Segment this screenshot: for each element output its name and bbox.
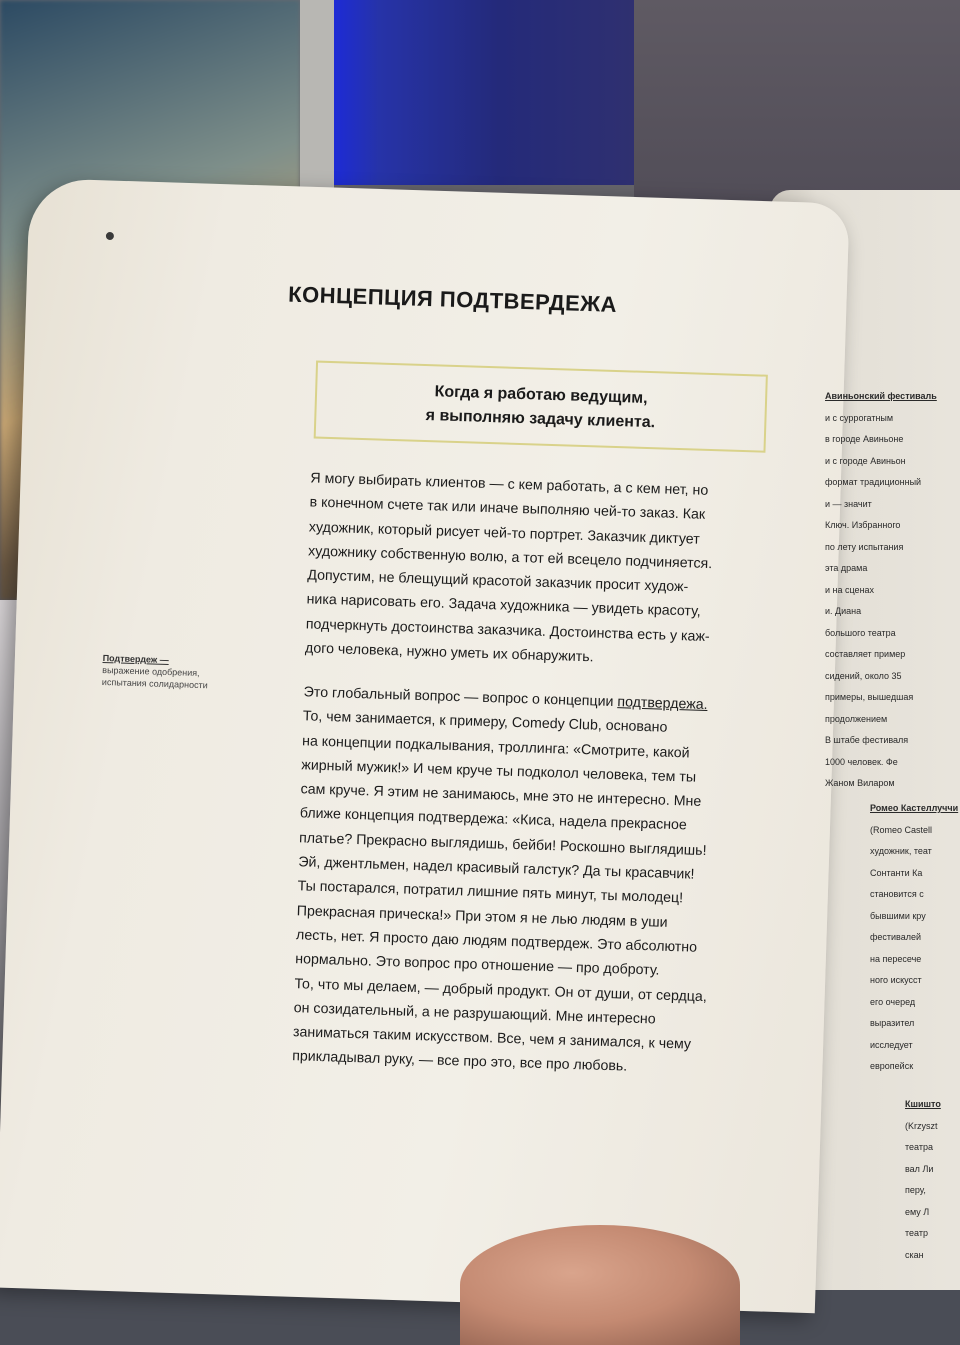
blue-light-panel (334, 0, 634, 185)
right-page-line: Жаном Виларом (825, 778, 895, 788)
text-line: сам круче. Я этим не занимаюсь, мне это не интересно. Мне (300, 781, 702, 811)
right-page-line: большого театра (825, 627, 896, 638)
right-page-line: примеры, вышедшая (825, 692, 914, 702)
right-page-line: и — значит (825, 498, 872, 509)
text-line: художник, который рисует чей-то портрет. Заказчик диктует (308, 518, 700, 548)
pull-quote-line: Когда я работаю ведущим, (434, 383, 648, 407)
text-line: Ты постарался, потратил лишние пять минут, ты молодец! (297, 878, 684, 907)
text-line: нормально. Это вопрос про отношение — про доброту. (295, 951, 660, 979)
right-page-line: Ключ. Избранного (825, 520, 901, 530)
right-page-line: эта драма (825, 563, 868, 573)
holding-hand (460, 1225, 740, 1345)
poster-frame (300, 0, 334, 190)
right-page-line: европейск (870, 1061, 914, 1071)
text-line: подчеркнуть достоинства заказчика. Достоинства есть у каж- (305, 616, 710, 645)
pull-quote (316, 377, 765, 439)
right-page-line: художник, теат (870, 846, 932, 856)
text-line: дого человека, нужно уметь их обнаружить. (304, 640, 594, 666)
right-page-line: продолжением (825, 713, 888, 724)
right-page-line: бывшими кру (870, 910, 926, 921)
right-page-line: на пересече (870, 953, 922, 964)
right-page-line: и. Диана (825, 606, 862, 616)
right-page-line: вал Ли (905, 1163, 934, 1174)
right-page-block-2 (870, 798, 960, 1078)
right-page-heading: Ромео Кастеллуччи (870, 803, 959, 813)
text-line-start: Это глобальный вопрос — вопрос о концепции (303, 684, 618, 711)
right-page-line: формат традиционный (825, 477, 922, 487)
right-page-line: скан (905, 1249, 924, 1260)
text-line: Эй, джентльмен, надел красивый галстук? Да ты красавчик! (298, 854, 695, 883)
text-line: жирный мужик!» И чем круче ты подколол человека, тем ты (301, 757, 697, 786)
right-page-line: исследует (870, 1039, 913, 1050)
right-page-line: 1000 человек. Фе (825, 756, 898, 767)
paragraph-2 (292, 680, 774, 1083)
chapter-title: КОНЦЕПЦИЯ ПОДТВЕРДЕЖА (287, 281, 618, 317)
right-page-line: по лету испытания (825, 541, 904, 552)
right-page-line: и с городе Авиньон (825, 455, 906, 466)
text-line: на концепции подкалывания, троллинга: «Смотрите, какой (301, 732, 690, 762)
right-page-line: сидений, около 35 (825, 670, 902, 681)
text-line: Я могу выбирать клиентов — с кем работать, а с кем нет, но (310, 470, 709, 499)
right-page-line: ему Л (905, 1206, 930, 1217)
right-page-line: составляет пример (825, 649, 906, 659)
text-line: Прекрасная прическа!» При этом я не лью людям в уши (296, 902, 668, 931)
right-page-line: театр (905, 1228, 928, 1238)
text-line: платье? Прекрасно выглядишь, бейби! Роскошно выглядишь! (298, 830, 707, 859)
text-line: художнику собственную волю, а тот ей всецело подчиняется. (307, 543, 713, 572)
text-line: То, чем занимается, к примеру, Comedy Club, основано (302, 708, 668, 737)
right-page-block-1 (825, 386, 955, 795)
text-line: ближе концепция подтвердежа: «Киса, надела прекрасное (299, 805, 688, 834)
right-page-line: (Krzyszt (905, 1120, 938, 1131)
right-page-line: перу, (905, 1185, 926, 1195)
right-page-line: Сонтанти Ка (870, 867, 923, 878)
right-page-line: в городе Авиньоне (825, 434, 904, 444)
sidenote-term: Подтвердеж — (102, 652, 169, 666)
underlined-term: подтвердежа. (617, 694, 708, 713)
sidenote-definition-line: испытания солидарности (101, 676, 208, 691)
pull-quote-box (314, 361, 768, 453)
sidenote-definition-line: выражение одобрения, (102, 664, 200, 679)
text-line: То, что мы делаем, — добрый продукт. Он от души, от сердца, (294, 975, 708, 1005)
right-page-heading: Авиньонский фестиваль (825, 391, 937, 401)
right-page-line: фестивалей (870, 932, 922, 942)
text-line: лесть, нет. Я просто даю людям подтвердеж. Это абсолютно (295, 927, 698, 956)
text-line: Допустим, не блещущий красотой заказчик просит худож- (307, 567, 689, 596)
right-page-heading: Кшишто (905, 1099, 941, 1109)
right-page-line: становится с (870, 889, 924, 899)
right-page-line: его очеред (870, 996, 916, 1007)
right-page-line: ного искусст (870, 975, 922, 985)
right-page-line: и на сценах (825, 584, 875, 595)
text-line: в конечном счете так или иначе выполняю чей-то заказ. Как (309, 494, 706, 524)
right-page-line: и с суррогатным (825, 412, 894, 423)
paragraph-1 (305, 466, 781, 675)
margin-sidenote (102, 652, 283, 694)
right-page-line: выразител (870, 1018, 915, 1028)
right-page-block-3 (905, 1094, 960, 1266)
right-page-line: театра (905, 1142, 933, 1152)
right-page-line: (Romeo Castell (870, 824, 933, 835)
pull-quote-line: я выполняю задачу клиента. (425, 407, 656, 432)
text-line: заниматься таким искусством. Все, чем я занимался, к чему (292, 1024, 692, 1053)
text-line: прикладывал руку, — все про это, все про любовь. (291, 1048, 628, 1076)
text-line: ника нарисовать его. Задача художника — увидеть красоту, (306, 591, 701, 621)
right-page-line: В штабе фестиваля (825, 735, 909, 745)
text-line: он созидательный, а не разрушающий. Мне интересно (293, 1000, 656, 1028)
